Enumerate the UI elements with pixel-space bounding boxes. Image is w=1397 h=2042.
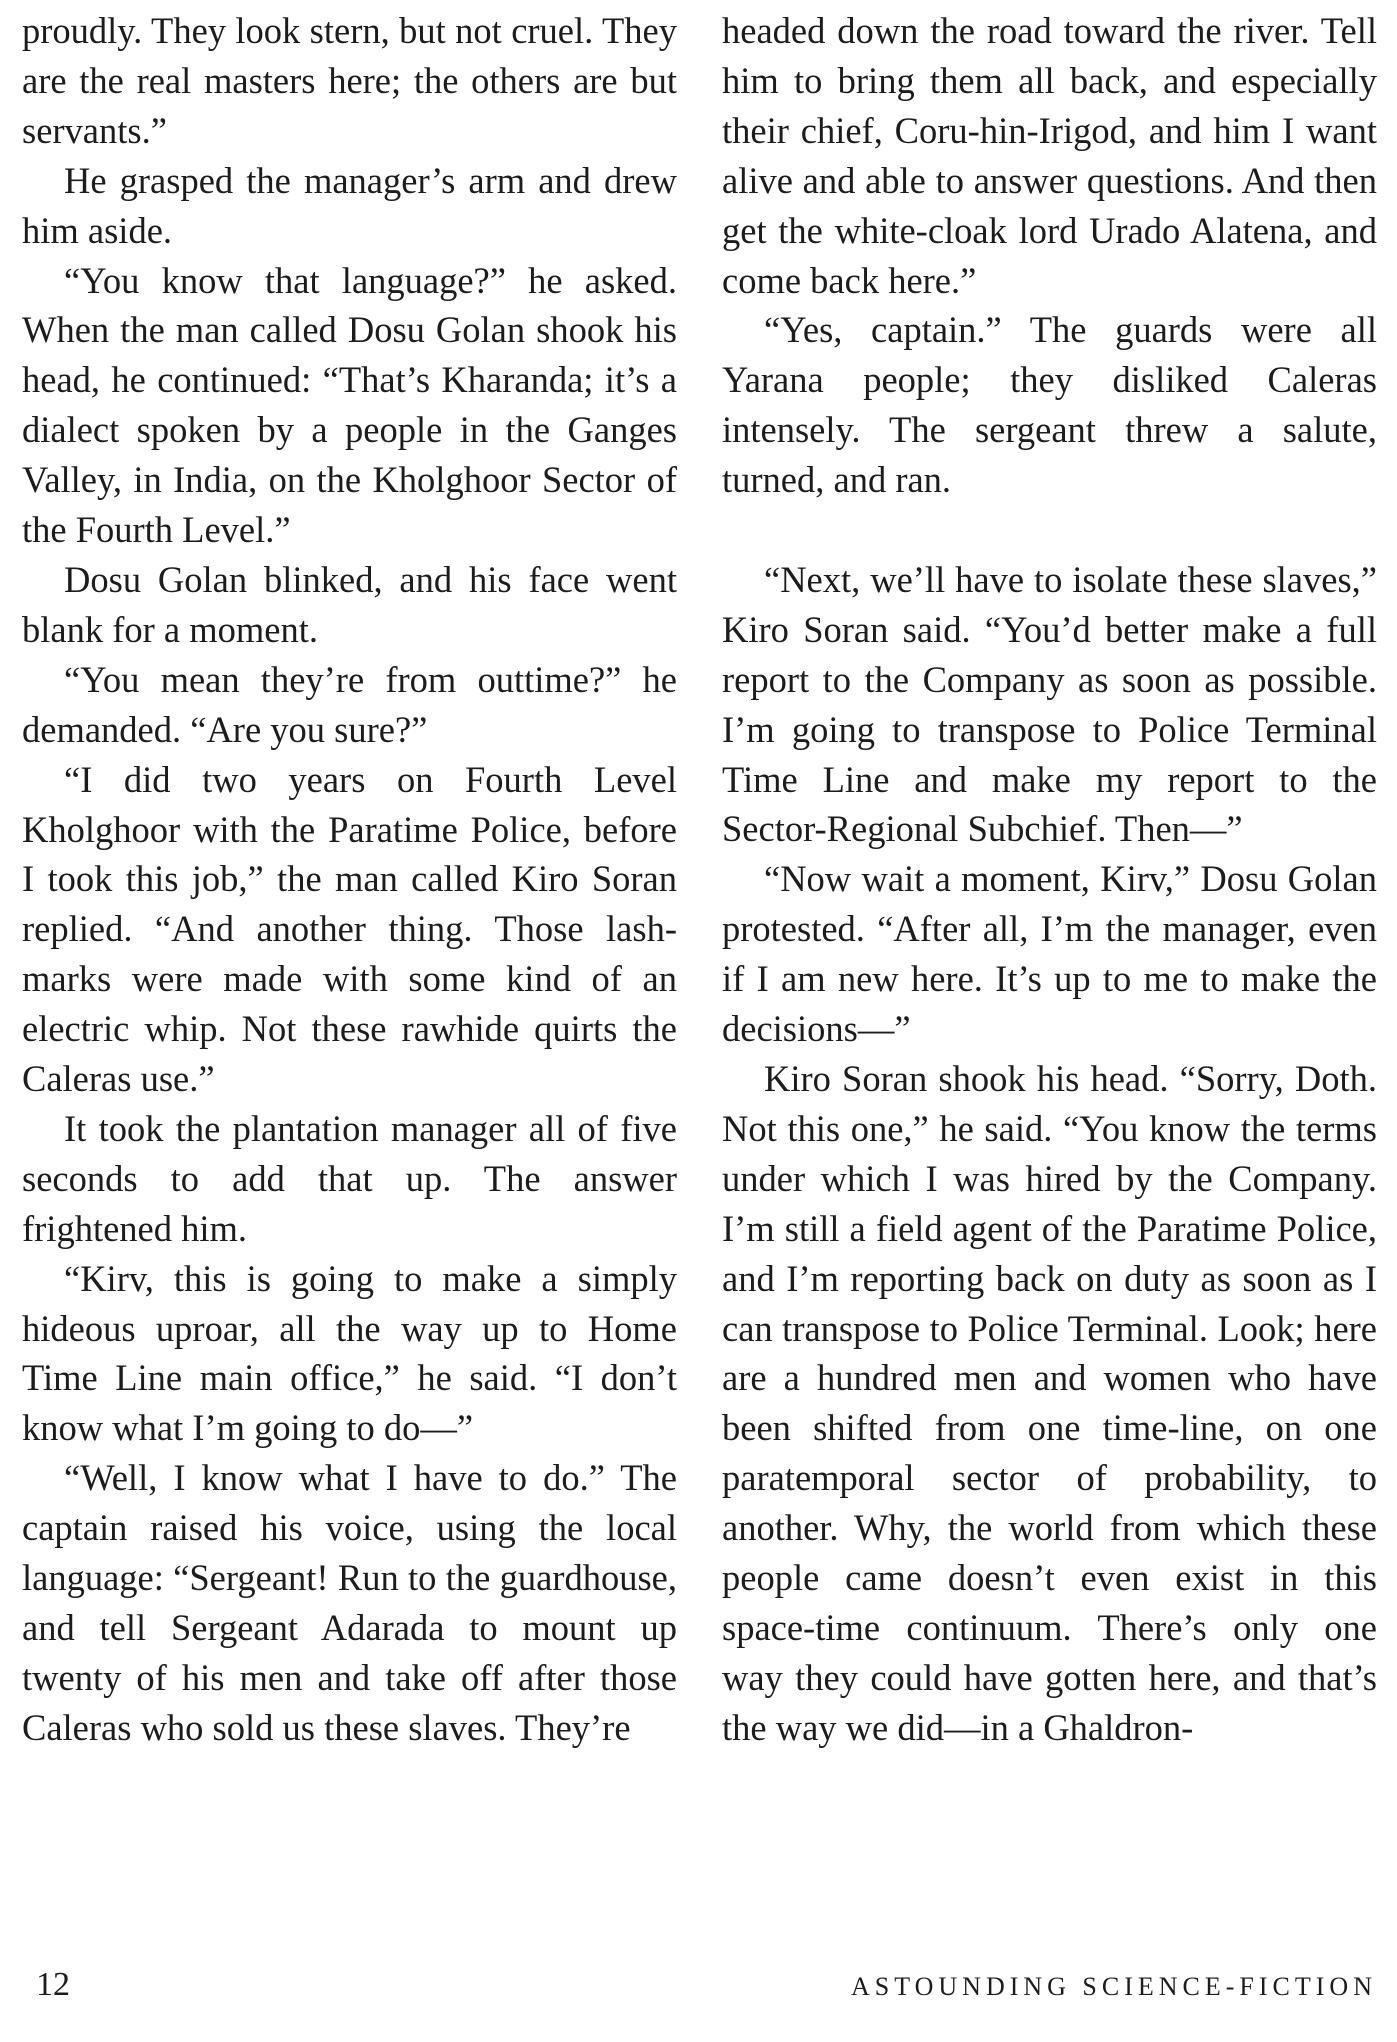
left-text-column <box>22 6 677 1753</box>
page-footer <box>22 1960 1377 2010</box>
running-title: ASTOUNDING SCIENCE-FICTION <box>850 1972 1377 2001</box>
paragraph: “I did two years on Fourth Level Kholghoor with the Paratime Police, before I took this job,” the man called Kiro Soran replied. “And another thing. Those lash-marks were made with some kind of an electric whip. Not these rawhide quirts the Caleras use.” <box>22 758 677 1100</box>
paragraph: “Next, we’ll have to isolate these slaves,” Kiro Soran said. “You’d better make a full report to the Company as soon as possible. I’m going to transpose to Police Terminal Time Line and make my report to the Sector-Regional Subchief. Then—” <box>722 558 1377 850</box>
right-text-column <box>722 6 1377 1753</box>
paragraph: “You mean they’re from outtime?” he demanded. “Are you sure?” <box>22 658 677 750</box>
paragraph: “Well, I know what I have to do.” The captain raised his voice, using the local language: “Sergeant! Run to the guardhouse, and tell Sergeant Adarada to mount up twenty of his men and take off after those Caleras who sold us these slaves. They’re <box>22 1457 677 1748</box>
paragraph: headed down the road toward the river. Tell him to bring them all back, and especially their chief, Coru-hin-Irigod, and him I want alive and able to answer questions. And then get the white-cloak lord Urado Alatena, and come back here.” <box>722 10 1377 301</box>
paragraph: Kiro Soran shook his head. “Sorry, Doth. Not this one,” he said. “You know the terms under which I was hired by the Company. I’m still a field agent of the Paratime Police, and I’m reporting back on duty as soon as I can transpose to Police Terminal. Look; here are a hundred men and women who have been shifted from one time-line, on one paratemporal sector of probability, to another. Why, the world from which these people came doesn’t even exist in this space-time continuum. There’s only one way they could have gotten here, and that’s the way we did—in a Ghaldron- <box>722 1058 1377 1748</box>
paragraph: “Kirv, this is going to make a simply hideous uproar, all the way up to Home Time Line main office,” he said. “I don’t know what I’m going to do—” <box>22 1257 677 1449</box>
page-number: 12 <box>36 1966 70 2003</box>
paragraph: “Now wait a moment, Kirv,” Dosu Golan protested. “After all, I’m the manager, even if I am new here. It’s up to me to make the decisions—” <box>722 858 1377 1050</box>
paragraph: “You know that language?” he asked. When the man called Dosu Golan shook his head, he continued: “That’s Kharanda; it’s a dialect spoken by a people in the Ganges Valley, in India, on the Kholghoor Sector of the Fourth Level.” <box>22 259 677 551</box>
paragraph: “Yes, captain.” The guards were all Yarana people; they disliked Caleras intensely. The sergeant threw a salute, turned, and ran. <box>722 309 1377 501</box>
paragraph: He grasped the manager’s arm and drew him aside. <box>22 159 677 251</box>
paragraph: proudly. They look stern, but not cruel. They are the real masters here; the others are but servants.” <box>22 10 677 151</box>
paragraph: Dosu Golan blinked, and his face went blank for a moment. <box>22 558 677 650</box>
paragraph: It took the plantation manager all of five seconds to add that up. The answer frightened him. <box>22 1107 677 1249</box>
